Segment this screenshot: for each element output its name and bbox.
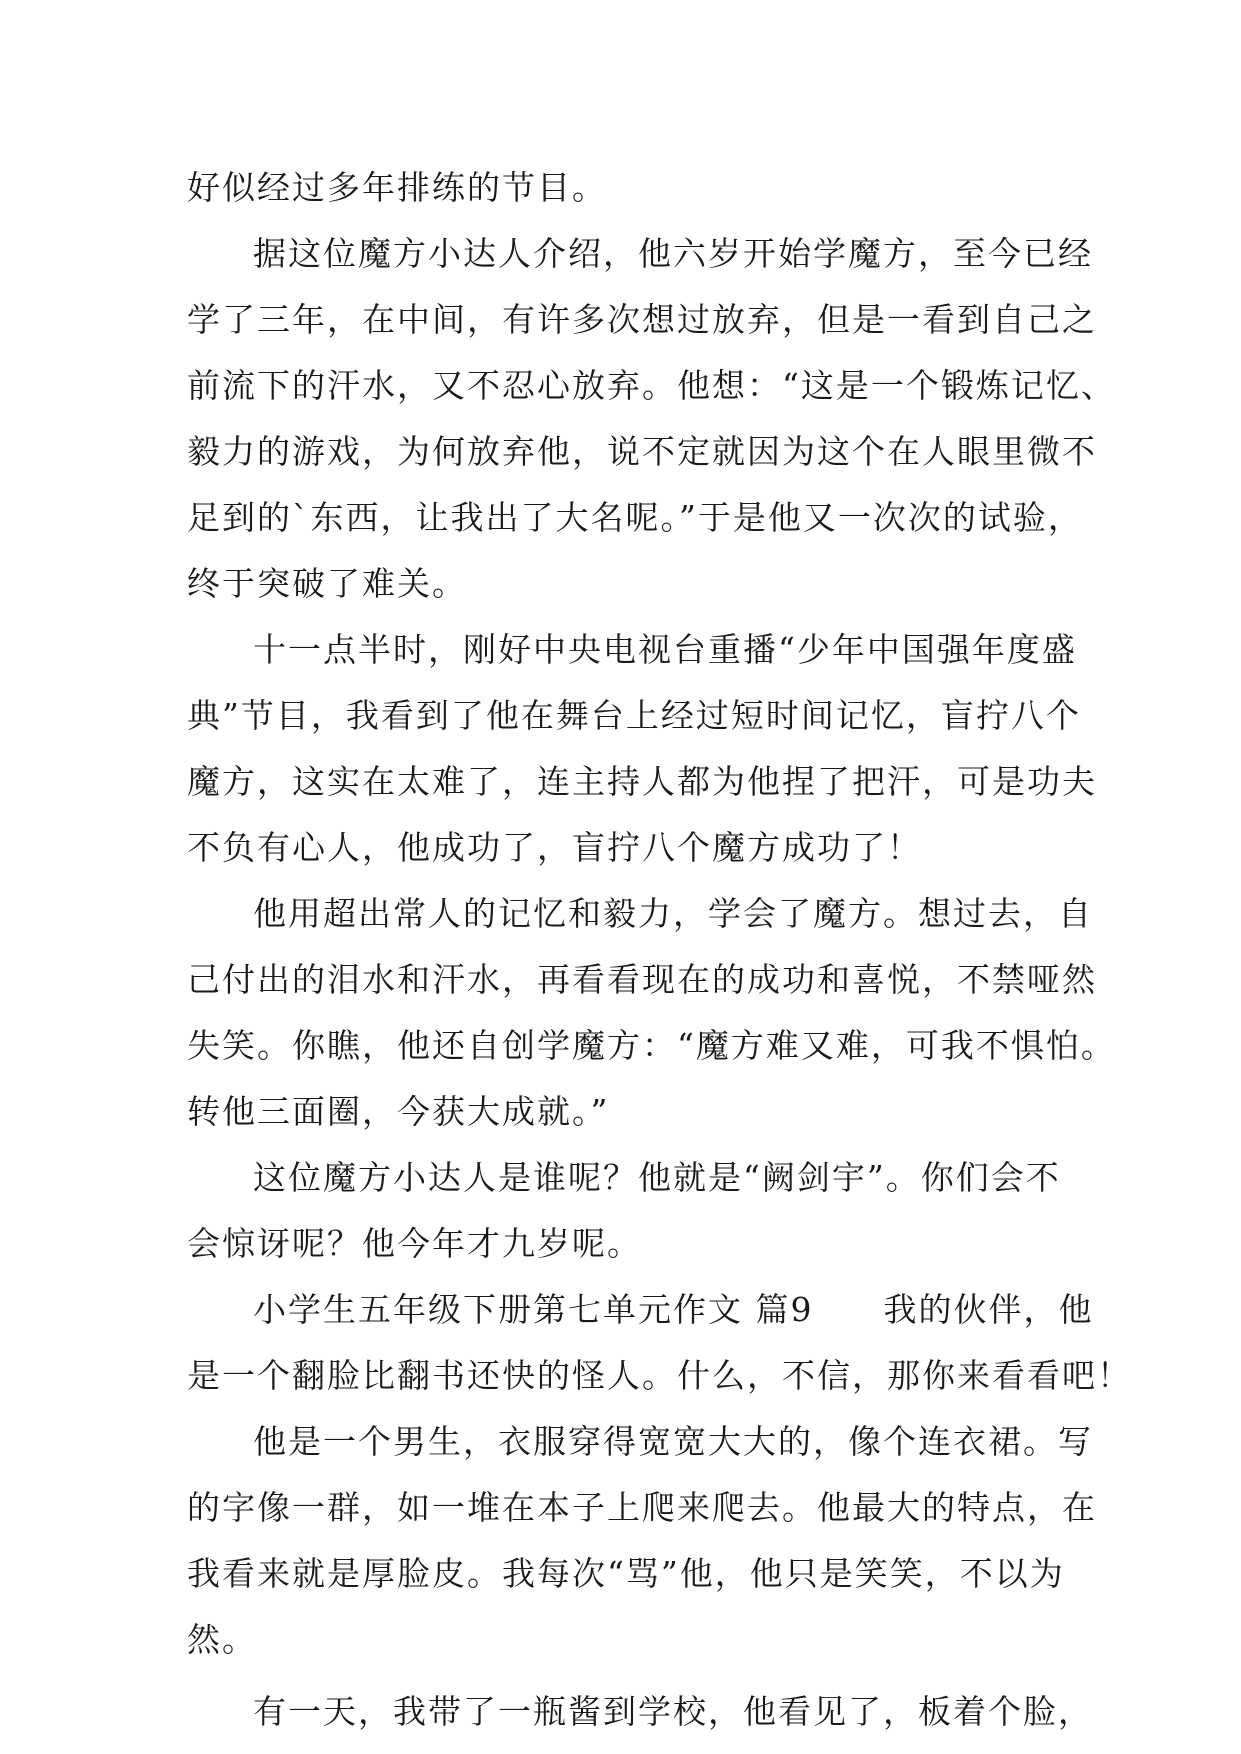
text-line: 学了三年，在中间，有许多次想过放弃，但是一看到自己之 (187, 300, 1097, 339)
text-line: 据这位魔方小达人介绍，他六岁开始学魔方，至今已经 (253, 234, 1093, 273)
text-line: 这位魔方小达人是谁呢？他就是“阙剑宇”。你们会不 (253, 1158, 1061, 1197)
article-heading-line: 小学生五年级下册第七单元作文 篇9 我的伙伴，他 (253, 1290, 1094, 1329)
text-line: 毅力的游戏，为何放弃他，说不定就因为这个在人眼里微不 (187, 432, 1097, 471)
text-line: 十一点半时，刚好中央电视台重播“少年中国强年度盛 (253, 630, 1077, 669)
text-line: 有一天，我带了一瓶酱到学校，他看见了，板着个脸， (253, 1692, 1093, 1731)
text-line: 己付出的泪水和汗水，再看看现在的成功和喜悦，不禁哑然 (187, 960, 1097, 999)
text-line: 他是一个男生，衣服穿得宽宽大大的，像个连衣裙。写 (253, 1422, 1093, 1461)
text-line: 我看来就是厚脸皮。我每次“骂”他，他只是笑笑，不以为 (187, 1554, 1065, 1593)
text-line: 好似经过多年排练的节目。 (187, 168, 607, 207)
text-line: 典”节目，我看到了他在舞台上经过短时间记忆，盲拧八个 (187, 696, 1081, 735)
text-line: 魔方，这实在太难了，连主持人都为他捏了把汗，可是功夫 (187, 762, 1097, 801)
text-line: 足到的`东西，让我出了大名呢。”于是他又一次次的试验， (187, 498, 1083, 537)
text-line: 终于突破了难关。 (187, 564, 467, 603)
text-line: 前流下的汗水，又不忍心放弃。他想：“这是一个锻炼记忆、 (187, 366, 1116, 405)
text-line: 他用超出常人的记忆和毅力，学会了魔方。想过去，自 (253, 894, 1093, 933)
text-line: 不负有心人，他成功了，盲拧八个魔方成功了！ (187, 828, 922, 867)
text-line: 失笑。你瞧，他还自创学魔方：“魔方难又难，可我不惧怕。 (187, 1026, 1116, 1065)
text-line: 是一个翻脸比翻书还快的怪人。什么，不信，那你来看看吧！ (187, 1356, 1132, 1395)
text-line: 会惊讶呢？他今年才九岁呢。 (187, 1224, 642, 1263)
text-line: 的字像一群，如一堆在本子上爬来爬去。他最大的特点，在 (187, 1488, 1097, 1527)
text-line: 转他三面圈，今获大成就。” (187, 1092, 610, 1131)
text-line: 然。 (187, 1620, 257, 1659)
document-body (187, 155, 1132, 1745)
